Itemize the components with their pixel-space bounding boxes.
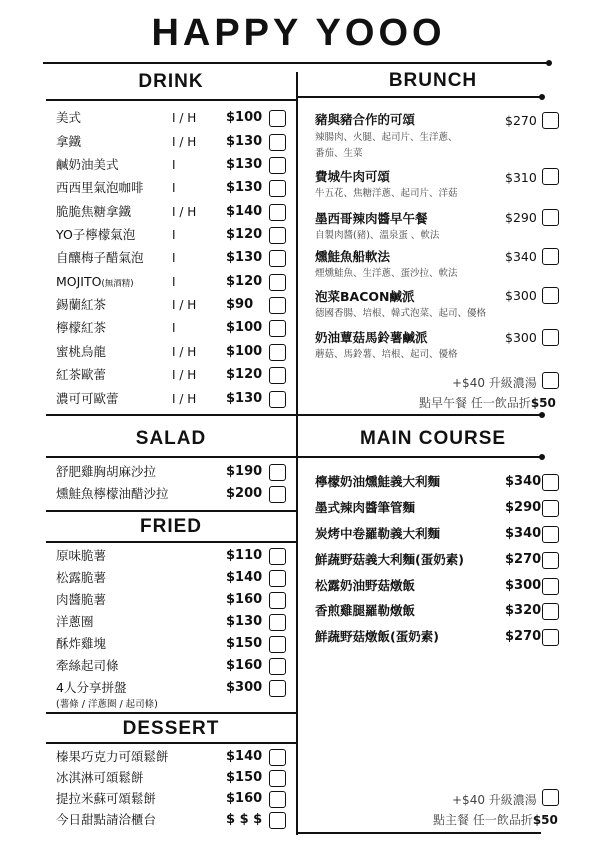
- drink-bottom-rule: [46, 414, 296, 416]
- order-checkbox[interactable]: [269, 134, 286, 151]
- drink-item: [56, 365, 288, 385]
- item-name: 肉醬脆薯: [56, 592, 107, 607]
- item-temp: I: [172, 158, 176, 172]
- drink-item: [56, 225, 288, 245]
- item-price: $310: [505, 170, 537, 185]
- item-description: 牛五花、焦糖洋蔥、起司片、洋菇: [315, 188, 458, 199]
- drink-item: [56, 132, 288, 152]
- main-item: [315, 601, 565, 621]
- dessert-section-title: DESSERT: [122, 718, 220, 739]
- item-price: $300: [226, 680, 263, 695]
- item-name: 紅茶歐蕾: [56, 367, 107, 382]
- order-checkbox[interactable]: [269, 391, 286, 408]
- order-checkbox[interactable]: [542, 112, 559, 129]
- order-checkbox[interactable]: [269, 548, 286, 565]
- item-price: $120: [226, 274, 263, 289]
- item-price: $300: [505, 288, 537, 303]
- discount-text: 點早午餐 任一飲品折: [419, 396, 531, 410]
- item-name: 洋蔥圈: [56, 614, 94, 629]
- drink-item: [56, 202, 288, 222]
- divider-dot: [539, 94, 545, 100]
- item-temp: I: [172, 251, 176, 265]
- column-divider: [296, 72, 298, 835]
- order-checkbox[interactable]: [542, 603, 559, 620]
- soup-upgrade-checkbox[interactable]: [542, 372, 559, 389]
- salad-item: [56, 462, 288, 482]
- order-checkbox[interactable]: [269, 320, 286, 337]
- main-item: [315, 524, 565, 544]
- order-checkbox[interactable]: [269, 250, 286, 267]
- order-checkbox[interactable]: [542, 168, 559, 185]
- order-checkbox[interactable]: [269, 297, 286, 314]
- item-price: $130: [226, 614, 263, 629]
- item-description: 自製肉醬(豬)、溫泉蛋 、軟法: [315, 230, 440, 241]
- item-price: $140: [226, 749, 263, 764]
- order-checkbox[interactable]: [542, 500, 559, 517]
- dessert-item: [56, 768, 288, 788]
- order-checkbox[interactable]: [269, 791, 286, 808]
- item-name: 原味脆薯: [56, 548, 107, 563]
- drink-discount-note: [433, 811, 558, 828]
- drink-item: [56, 318, 288, 338]
- soup-upgrade-label: +$40 升級濃湯: [452, 793, 537, 807]
- order-checkbox[interactable]: [269, 110, 286, 127]
- divider-dot: [546, 60, 552, 66]
- brunch-bottom-rule: [298, 414, 541, 416]
- fried-item: [56, 678, 288, 698]
- item-price: $110: [226, 548, 263, 563]
- item-temp: I / H: [172, 392, 197, 406]
- drink-discount-note: [419, 394, 556, 411]
- item-temp: I / H: [172, 345, 197, 359]
- order-checkbox[interactable]: [269, 344, 286, 361]
- item-name: 鮮蔬野菇義大利麵(蛋奶素): [315, 552, 464, 567]
- item-name: 墨西哥辣肉醬早午餐: [315, 211, 428, 226]
- discount-value: $50: [530, 396, 556, 410]
- item-description: 煙燻鮭魚、生洋蔥、蛋沙拉、軟法: [315, 268, 458, 279]
- item-price: $100: [226, 110, 263, 125]
- order-checkbox[interactable]: [269, 658, 286, 675]
- item-price: $ $ $: [226, 812, 263, 827]
- item-price: $130: [226, 391, 263, 406]
- discount-value: $50: [532, 813, 558, 827]
- fried-section-title: FRIED: [140, 516, 202, 537]
- salad-title-rule: [46, 456, 296, 458]
- item-price: $300: [505, 578, 542, 593]
- item-name: 4人分享拼盤: [56, 680, 127, 695]
- fried-item: [56, 546, 288, 566]
- item-price: $340: [505, 249, 537, 264]
- item-name: 今日甜點請洽櫃台: [56, 812, 157, 827]
- item-temp: I / H: [172, 111, 197, 125]
- soup-upgrade-checkbox[interactable]: [542, 789, 559, 806]
- order-checkbox[interactable]: [542, 329, 559, 346]
- order-checkbox[interactable]: [542, 248, 559, 265]
- order-checkbox[interactable]: [269, 180, 286, 197]
- order-checkbox[interactable]: [542, 526, 559, 543]
- order-checkbox[interactable]: [542, 629, 559, 646]
- discount-text: 點主餐 任一飲品折: [433, 813, 533, 827]
- item-price: $130: [226, 134, 263, 149]
- salad-section-title: SALAD: [135, 428, 207, 449]
- item-name: MOJITO: [56, 274, 102, 289]
- item-price: $320: [505, 603, 542, 618]
- dessert-item: [56, 810, 288, 830]
- salad-bottom-rule: [46, 510, 296, 512]
- item-name: 冰淇淋可頌鬆餅: [56, 770, 144, 785]
- order-checkbox[interactable]: [542, 578, 559, 595]
- order-checkbox[interactable]: [542, 209, 559, 226]
- dessert-title-rule: [46, 742, 296, 744]
- item-price: $300: [505, 330, 537, 345]
- order-checkbox[interactable]: [542, 287, 559, 304]
- main-bottom-rule: [298, 832, 541, 834]
- salad-item: [56, 484, 288, 504]
- item-price: $200: [226, 486, 263, 501]
- item-temp: I / H: [172, 298, 197, 312]
- item-name: 鹹奶油美式: [56, 157, 119, 172]
- item-name-wrap: [56, 272, 134, 294]
- item-name: 炭烤中卷羅勒義大利麵: [315, 526, 441, 541]
- item-price: $290: [505, 500, 542, 515]
- drink-item: [56, 248, 288, 268]
- item-name: 奶油蕈菇馬鈴薯鹹派: [315, 330, 428, 345]
- main-item: [315, 498, 565, 518]
- order-checkbox[interactable]: [269, 614, 286, 631]
- item-name: 西西里氣泡咖啡: [56, 180, 144, 195]
- item-temp: I / H: [172, 368, 197, 382]
- item-temp: I / H: [172, 205, 197, 219]
- item-price: $160: [226, 658, 263, 673]
- order-checkbox[interactable]: [542, 474, 559, 491]
- item-sub-note: (薯條 / 洋蔥圈 / 起司條): [56, 699, 158, 710]
- item-name: 錫蘭紅茶: [56, 297, 107, 312]
- order-checkbox[interactable]: [269, 570, 286, 587]
- item-price: $160: [226, 791, 263, 806]
- order-checkbox[interactable]: [269, 812, 286, 829]
- order-checkbox[interactable]: [269, 367, 286, 384]
- item-temp: I: [172, 321, 176, 335]
- brunch-title-rule: [298, 96, 541, 98]
- item-name: 美式: [56, 110, 82, 125]
- item-price: $100: [226, 320, 263, 335]
- item-name: 燻鮭魚船軟法: [315, 249, 391, 264]
- item-price: $140: [226, 204, 263, 219]
- item-name: 泡菜BACON鹹派: [315, 289, 415, 304]
- item-name: 脆脆焦糖拿鐵: [56, 204, 132, 219]
- item-price: $160: [226, 592, 263, 607]
- drink-item: [56, 389, 288, 409]
- drink-item: [56, 272, 288, 292]
- item-price: $120: [226, 367, 263, 382]
- item-name: 舒肥雞胸胡麻沙拉: [56, 464, 157, 479]
- item-temp: I: [172, 275, 176, 289]
- item-price: $270: [505, 113, 537, 128]
- item-price: $340: [505, 526, 542, 541]
- item-name: 香煎雞腿羅勒燉飯: [315, 603, 416, 618]
- item-description: 辣腸肉、火腿、起司片、生洋蔥、: [315, 132, 458, 143]
- fried-item: [56, 656, 288, 676]
- drink-title-rule: [46, 99, 296, 101]
- drink-item: [56, 108, 288, 128]
- dessert-item: [56, 789, 288, 809]
- order-checkbox[interactable]: [269, 770, 286, 787]
- menu-title: HAPPY YOOO: [151, 12, 446, 54]
- item-price: $270: [505, 552, 542, 567]
- item-price: $290: [505, 210, 537, 225]
- item-price: $100: [226, 344, 263, 359]
- item-name: 松露脆薯: [56, 570, 107, 585]
- order-checkbox[interactable]: [269, 227, 286, 244]
- item-name: 蜜桃烏龍: [56, 344, 107, 359]
- soup-upgrade-label: +$40 升級濃湯: [452, 376, 537, 390]
- item-name: 酥炸雞塊: [56, 636, 107, 651]
- item-description: 蘑菇、馬鈴薯、培根、起司、優格: [315, 349, 458, 360]
- item-description: 德國香腸、培根、韓式泡菜、起司、優格: [315, 308, 487, 319]
- item-price: $190: [226, 464, 263, 479]
- drink-item: [56, 178, 288, 198]
- item-name: 鮮蔬野菇燉飯(蛋奶素): [315, 629, 439, 644]
- item-name: 檸檬奶油燻鮭義大利麵: [315, 474, 441, 489]
- order-checkbox[interactable]: [269, 749, 286, 766]
- item-name-note: (無酒精): [101, 279, 134, 289]
- main-title-rule: [298, 456, 541, 458]
- item-name: YO子檸檬氣泡: [56, 227, 136, 242]
- order-checkbox[interactable]: [269, 204, 286, 221]
- fried-item: [56, 590, 288, 610]
- order-checkbox[interactable]: [269, 157, 286, 174]
- main-course-section-title: MAIN COURSE: [359, 428, 507, 449]
- order-checkbox[interactable]: [269, 464, 286, 481]
- item-price: $340: [505, 474, 542, 489]
- main-item: [315, 627, 565, 647]
- item-name: 豬與豬合作的可頌: [315, 112, 416, 127]
- item-temp: I / H: [172, 135, 197, 149]
- item-name: 牽絲起司條: [56, 658, 119, 673]
- order-checkbox[interactable]: [542, 552, 559, 569]
- fried-item: [56, 634, 288, 654]
- order-checkbox[interactable]: [269, 274, 286, 291]
- item-name: 燻鮭魚檸檬油醋沙拉: [56, 486, 169, 501]
- drink-item: [56, 155, 288, 175]
- item-name: 榛果巧克力可頌鬆餅: [56, 749, 169, 764]
- main-item: [315, 472, 565, 492]
- item-price: $270: [505, 629, 542, 644]
- item-name: 檸檬紅茶: [56, 320, 107, 335]
- order-checkbox[interactable]: [269, 680, 286, 697]
- item-price: $140: [226, 570, 263, 585]
- fried-item: [56, 612, 288, 632]
- dessert-item: [56, 747, 288, 767]
- item-price: $130: [226, 180, 263, 195]
- fried-bottom-rule: [46, 712, 296, 714]
- item-price: $90: [226, 297, 254, 312]
- drink-item: [56, 295, 288, 315]
- divider-dot: [539, 454, 545, 460]
- item-price: $150: [226, 636, 263, 651]
- item-name: 墨式辣肉醬筆管麵: [315, 500, 416, 515]
- main-item: [315, 576, 565, 596]
- item-price: $130: [226, 157, 263, 172]
- brunch-section-title: BRUNCH: [388, 70, 478, 91]
- order-checkbox[interactable]: [269, 592, 286, 609]
- item-description: 番茄、生菜: [315, 148, 363, 159]
- item-name: 提拉米蘇可頌鬆餅: [56, 791, 157, 806]
- divider-dot: [539, 412, 545, 418]
- item-name: 自釀梅子醋氣泡: [56, 250, 144, 265]
- fried-item: [56, 568, 288, 588]
- drink-item: [56, 342, 288, 362]
- item-name: 松露奶油野菇燉飯: [315, 578, 416, 593]
- item-name: 拿鐵: [56, 134, 82, 149]
- main-item: [315, 550, 565, 570]
- order-checkbox[interactable]: [269, 486, 286, 503]
- item-temp: I: [172, 181, 176, 195]
- item-price: $130: [226, 250, 263, 265]
- top-divider: [43, 62, 548, 64]
- order-checkbox[interactable]: [269, 636, 286, 653]
- item-temp: I: [172, 228, 176, 242]
- drink-section-title: DRINK: [138, 71, 204, 92]
- item-price: $150: [226, 770, 263, 785]
- fried-title-rule: [46, 541, 296, 543]
- item-name: 費城牛肉可頌: [315, 169, 391, 184]
- item-name: 濃可可歐蕾: [56, 391, 119, 406]
- item-price: $120: [226, 227, 263, 242]
